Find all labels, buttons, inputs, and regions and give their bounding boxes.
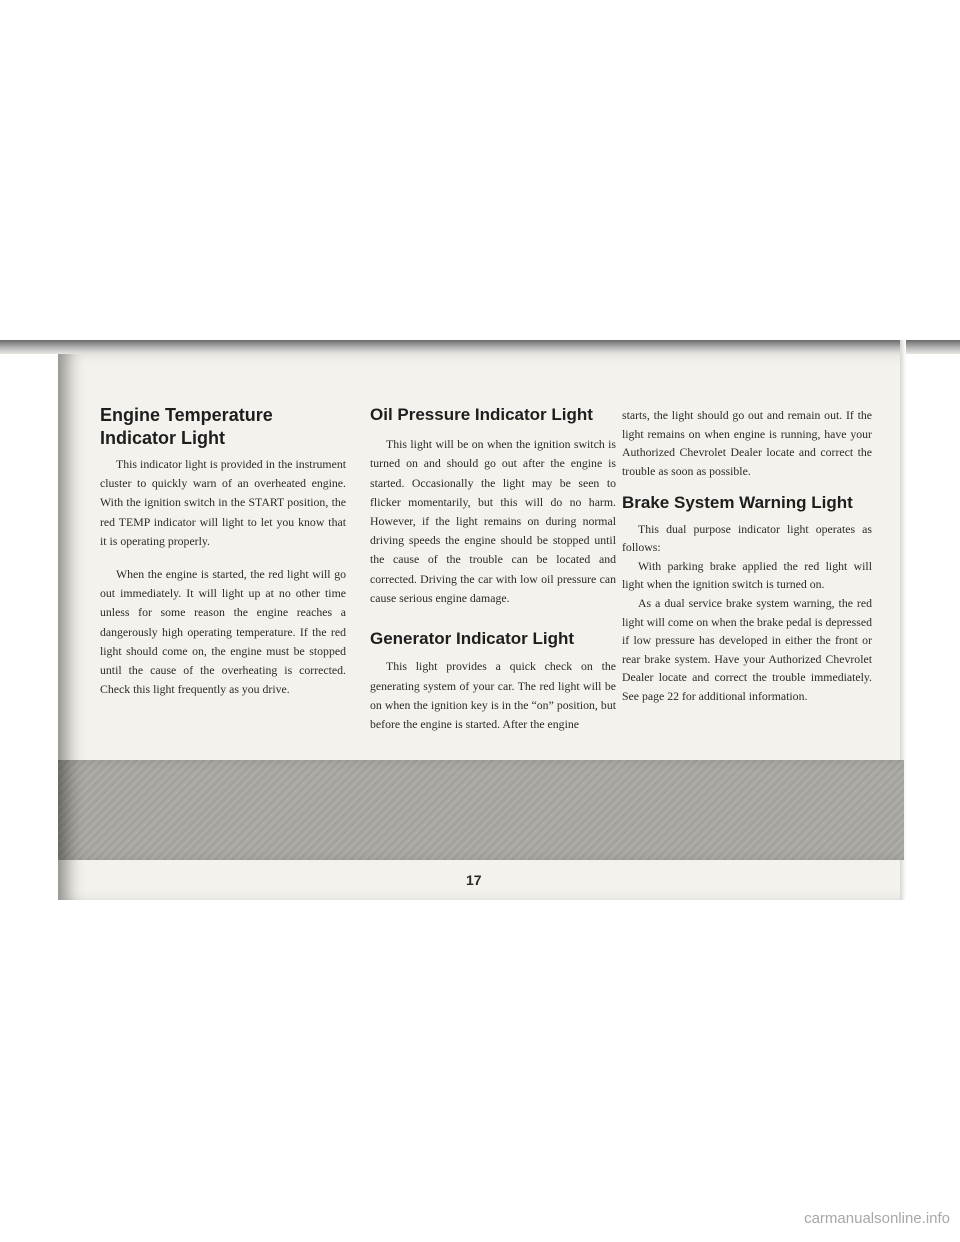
paragraph-engine-temp-1: This indicator light is provided in the instrument cluster to quickly warn of an overheated engine. With the ignition switch in the START position, the red TEMP indicator will light to let you know that it is operating properly. (100, 457, 346, 548)
heading-brake-system: Brake System Warning Light (622, 493, 853, 513)
scan-shadow-band (0, 340, 960, 354)
paragraph-generator: This light provides a quick check on the generating system of your car. The red light will be on when the ignition key is in the “on” position, but before the engine is started. After the engine (370, 659, 616, 731)
column-middle (370, 404, 616, 734)
paragraph-brake-1: This dual purpose indicator light operates as follows: (622, 521, 872, 555)
column-right (622, 406, 872, 706)
paragraph-generator-continued: starts, the light should go out and remain out. If the light remains on when engine is running, have your Authorized Chevrolet Dealer locate and correct the trouble as soon as possible. (622, 408, 872, 478)
paragraph-brake-2: With parking brake applied the red light will light when the ignition switch is turned on. (622, 558, 872, 592)
paragraph-oil-pressure: This light will be on when the ignition switch is turned on and should go out after the engine is started. Occasionally the light may be seen to flicker momentarily, but this will do no harm. However, if the light remains on during normal driving speeds the engine should be stopped until the cause of the trouble can be located and corrected. Driving the car with low oil pressure can cause serious engine damage. (370, 437, 616, 605)
column-left (100, 404, 346, 699)
heading-generator: Generator Indicator Light (370, 629, 575, 649)
page-number: 17 (466, 872, 482, 888)
heading-engine-temperature: Engine Temperature Indicator Light (100, 405, 273, 448)
paragraph-brake-3: As a dual service brake system warning, the red light will come on when the brake pedal is depressed if low pressure has developed in either the front or rear brake system. Have your Authorized Chevrolet Dealer locate and correct the trouble immediately. See page 22 for additional information. (622, 596, 872, 703)
heading-oil-pressure: Oil Pressure Indicator Light (370, 405, 593, 424)
watermark: carmanualsonline.info (804, 1210, 950, 1227)
gray-footer-band (58, 760, 904, 860)
paragraph-engine-temp-2: When the engine is started, the red light will go out immediately. It will light up at no other time unless for some reason the engine reaches a dangerously high operating temperature. If the red light should come on, the engine must be stopped until the cause of the overheating is corrected. Check this light frequently as you drive. (100, 567, 346, 697)
